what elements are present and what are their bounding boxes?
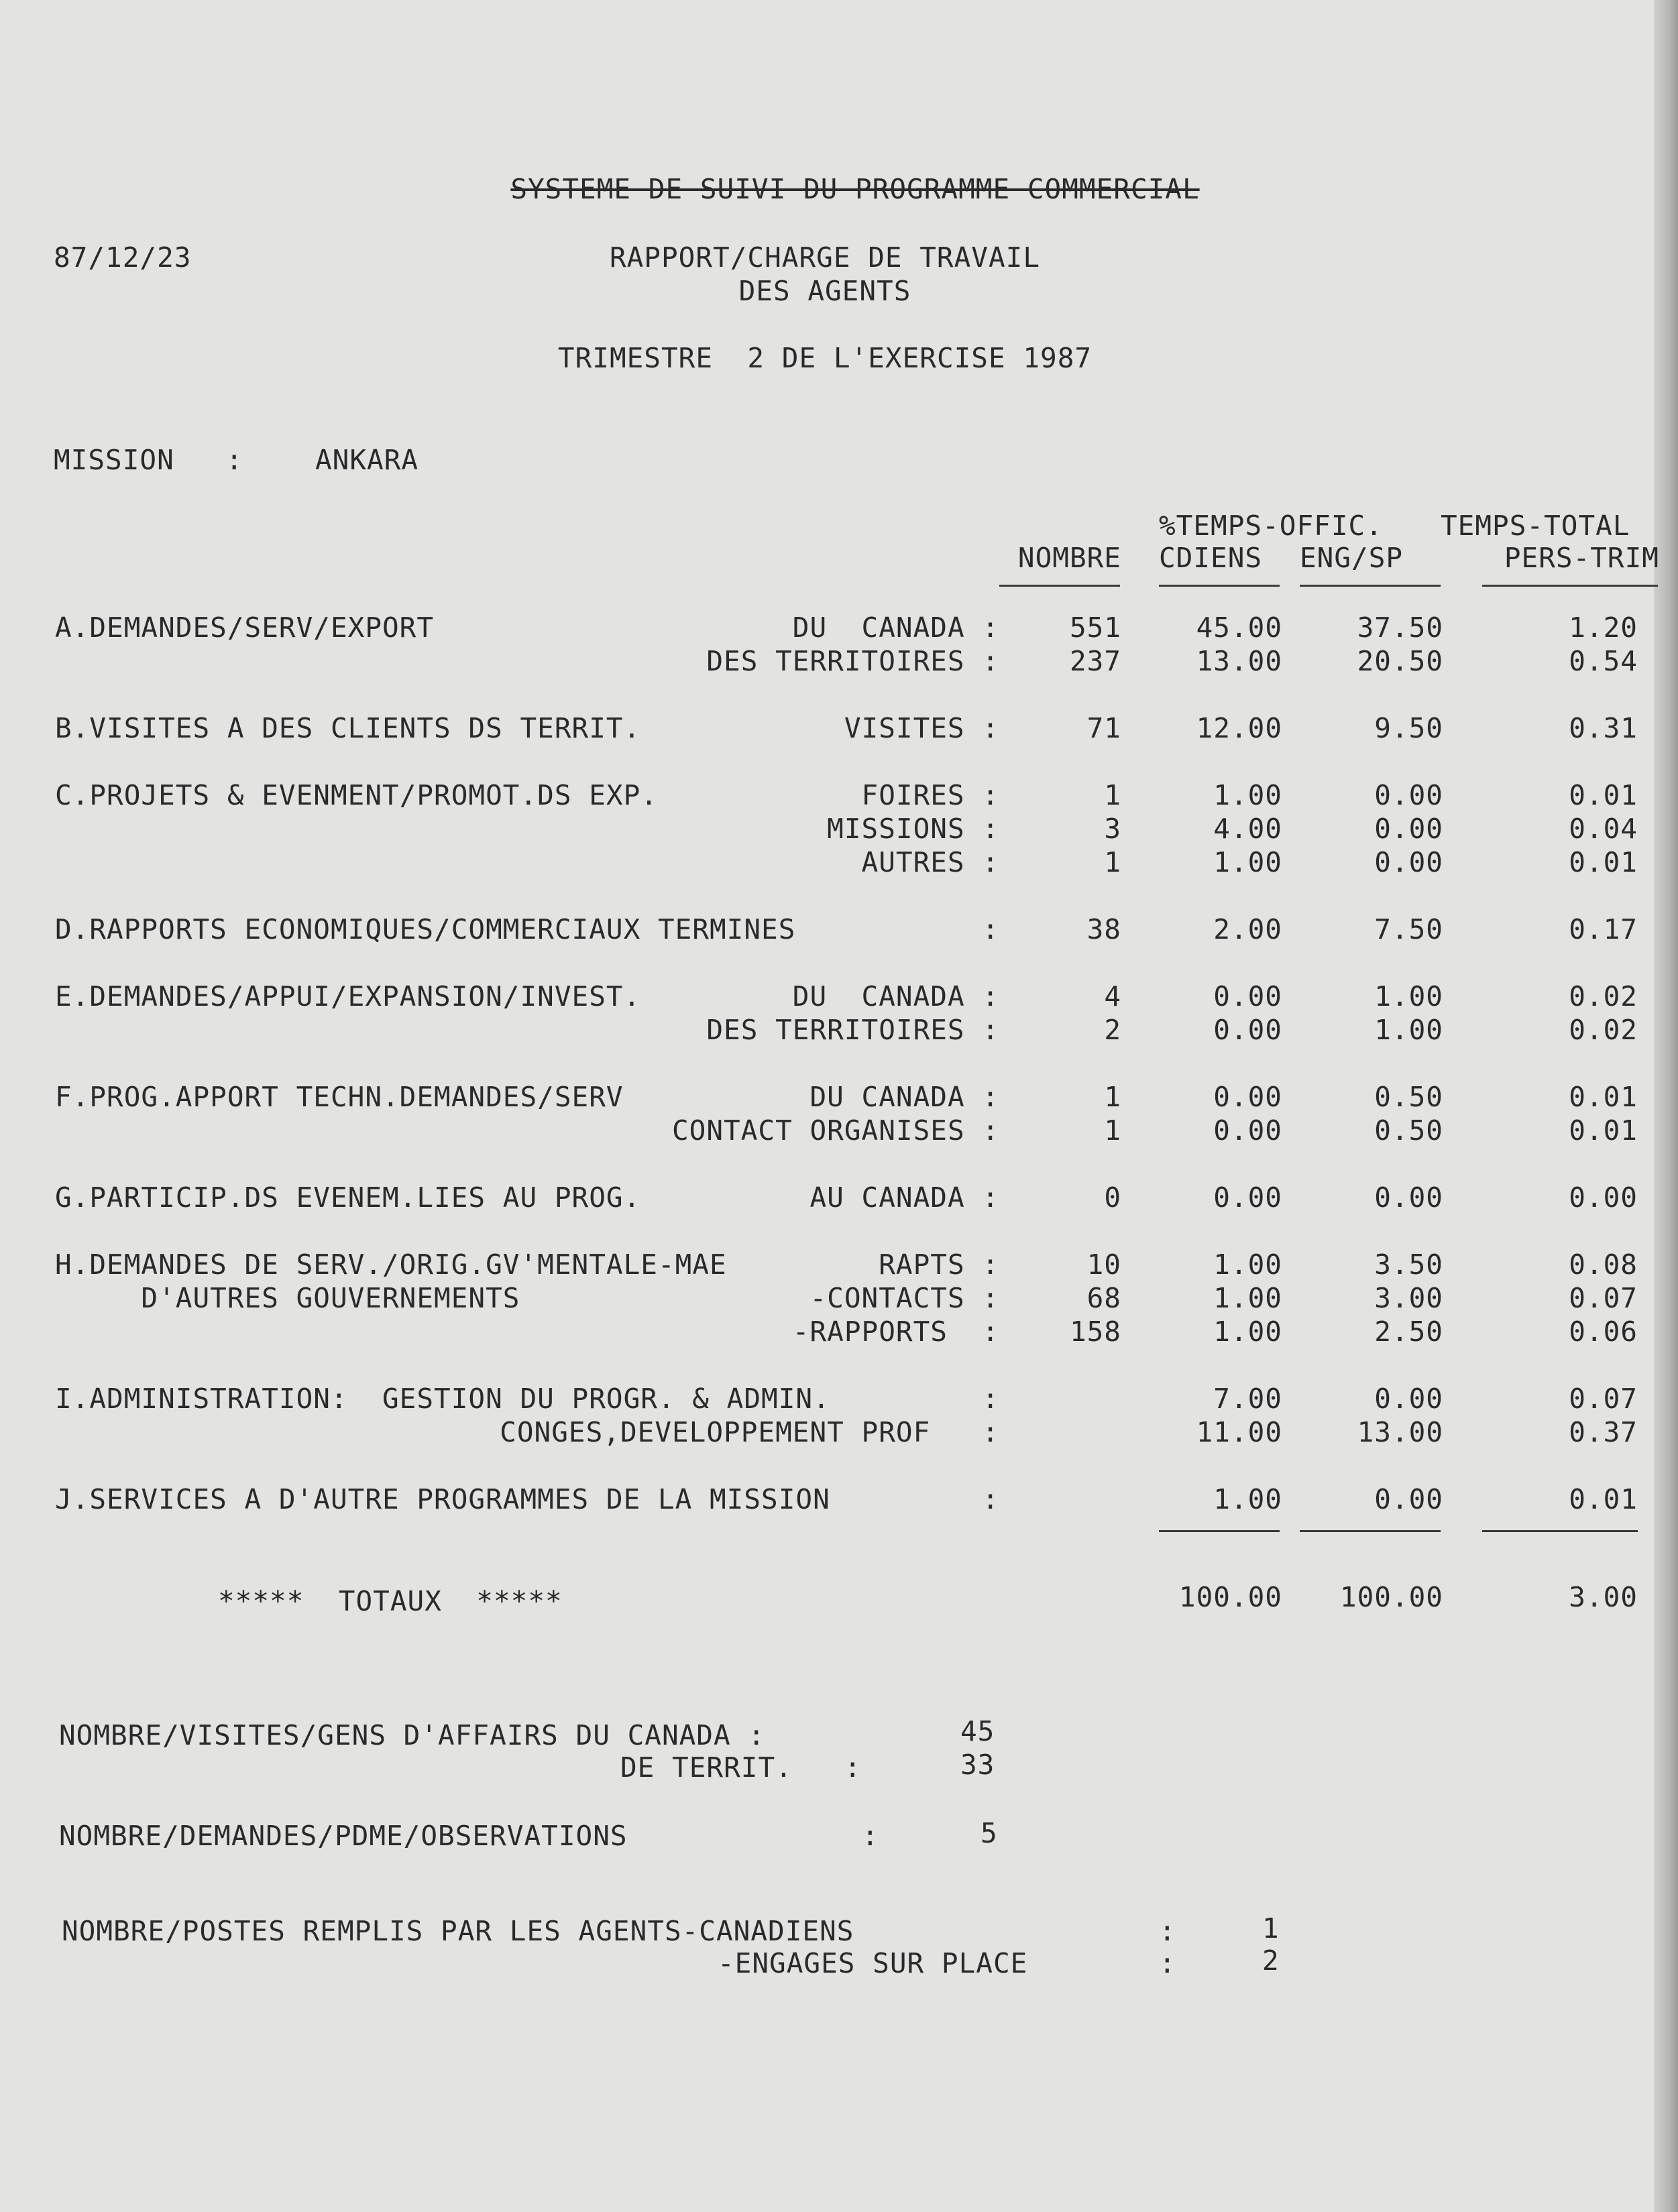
report-period: TRIMESTRE 2 DE L'EXERCISE 1987: [557, 342, 1093, 374]
row-pers-trim-value: 0.02: [1569, 1014, 1638, 1046]
row-engsp-value: 1.00: [1374, 980, 1443, 1012]
row-subcategory-label: VISITES :: [844, 712, 999, 744]
postes-canadiens-colon: :: [1159, 1915, 1176, 1947]
visits-territory-label: DE TERRIT. :: [620, 1751, 862, 1784]
row-engsp-value: 0.00: [1374, 1181, 1443, 1214]
row-nombre-value: 1: [1104, 1114, 1121, 1147]
total-rule-pers-trim: [1482, 1530, 1638, 1532]
header-rule-nombre: [999, 585, 1120, 587]
row-category-label: D.RAPPORTS ECONOMIQUES/COMMERCIAUX TERMINES: [55, 913, 796, 945]
row-category-label: J.SERVICES A D'AUTRE PROGRAMMES DE LA MISSION: [55, 1483, 830, 1515]
row-cdiens-value: 0.00: [1213, 1181, 1282, 1214]
visits-canada-label: NOMBRE/VISITES/GENS D'AFFAIRS DU CANADA :: [59, 1719, 766, 1751]
row-nombre-value: 1: [1104, 846, 1121, 878]
row-nombre-value: 1: [1104, 779, 1121, 811]
postes-canadiens-label: NOMBRE/POSTES REMPLIS PAR LES AGENTS-CANADIENS: [62, 1915, 854, 1947]
row-pers-trim-value: 0.17: [1569, 913, 1638, 945]
row-engsp-value: 0.00: [1374, 779, 1443, 811]
row-nombre-value: 0: [1104, 1181, 1121, 1214]
row-engsp-value: 7.50: [1374, 913, 1443, 945]
column-group-total-time: TEMPS-TOTAL: [1441, 510, 1630, 542]
report-title-line-1: RAPPORT/CHARGE DE TRAVAIL: [609, 241, 1041, 274]
row-cdiens-value: 0.00: [1213, 1014, 1282, 1046]
mission-label: MISSION :: [54, 444, 243, 476]
row-subcategory-label: DES TERRITOIRES :: [706, 1014, 999, 1046]
visits-territory-value: 33: [960, 1749, 995, 1781]
header-rule-pers-trim: [1482, 585, 1658, 587]
totals-pers-trim: 3.00: [1569, 1581, 1638, 1613]
row-category-label: E.DEMANDES/APPUI/EXPANSION/INVEST.: [55, 980, 641, 1012]
totals-engsp: 100.00: [1339, 1581, 1443, 1613]
header-rule-cdiens: [1159, 585, 1280, 587]
row-nombre-value: 3: [1104, 813, 1121, 845]
row-engsp-value: 9.50: [1374, 712, 1443, 744]
row-cdiens-value: 4.00: [1213, 813, 1282, 845]
row-category-label: H.DEMANDES DE SERV./ORIG.GV'MENTALE-MAE: [55, 1248, 727, 1281]
row-cdiens-value: 2.00: [1213, 913, 1282, 945]
row-engsp-value: 0.50: [1374, 1114, 1443, 1147]
row-engsp-value: 1.00: [1374, 1014, 1443, 1046]
row-cdiens-value: 0.00: [1213, 980, 1282, 1012]
row-subcategory-label: DU CANADA :: [809, 1081, 999, 1113]
row-cdiens-value: 1.00: [1213, 1248, 1282, 1281]
column-header-pers-trim: PERS-TRIM: [1504, 542, 1659, 574]
row-subcategory-label: DU CANADA :: [792, 612, 999, 644]
row-cdiens-value: 1.00: [1213, 779, 1282, 811]
row-subcategory-label: DU CANADA :: [792, 980, 999, 1012]
row-engsp-value: 37.50: [1357, 612, 1443, 644]
row-engsp-value: 13.00: [1357, 1416, 1443, 1448]
row-pers-trim-value: 1.20: [1569, 612, 1638, 644]
row-category-label: F.PROG.APPORT TECHN.DEMANDES/SERV: [55, 1081, 624, 1113]
row-engsp-value: 2.50: [1374, 1316, 1443, 1348]
row-engsp-value: 3.50: [1374, 1248, 1443, 1281]
row-cdiens-value: 0.00: [1213, 1114, 1282, 1147]
row-cdiens-value: 1.00: [1213, 1316, 1282, 1348]
postes-sur-place-colon: :: [1159, 1947, 1176, 1979]
postes-canadiens-value: 1: [1262, 1912, 1280, 1944]
row-subcategory-label: AUTRES :: [861, 846, 999, 878]
column-header-cdiens: CDIENS: [1159, 542, 1263, 574]
pdme-colon: :: [862, 1820, 879, 1852]
row-engsp-value: 0.00: [1374, 813, 1443, 845]
total-rule-engsp: [1300, 1530, 1441, 1532]
totals-cdiens: 100.00: [1178, 1581, 1282, 1613]
row-pers-trim-value: 0.02: [1569, 980, 1638, 1012]
mission-value: ANKARA: [315, 444, 419, 476]
row-cdiens-value: 45.00: [1196, 612, 1282, 644]
row-nombre-value: 237: [1069, 645, 1121, 677]
row-subcategory-label: :: [982, 1483, 999, 1515]
row-pers-trim-value: 0.04: [1569, 813, 1638, 845]
row-nombre-value: 71: [1086, 712, 1121, 744]
row-cdiens-value: 1.00: [1213, 1282, 1282, 1314]
header-rule-engsp: [1300, 585, 1441, 587]
row-subcategory-label: FOIRES :: [861, 779, 999, 811]
row-cdiens-value: 11.00: [1196, 1416, 1282, 1448]
row-pers-trim-value: 0.01: [1569, 779, 1638, 811]
row-pers-trim-value: 0.01: [1569, 846, 1638, 878]
pdme-value: 5: [981, 1817, 998, 1849]
row-category-label: C.PROJETS & EVENMENT/PROMOT.DS EXP.: [55, 779, 658, 811]
row-pers-trim-value: 0.08: [1569, 1248, 1638, 1281]
page-edge-shadow: [1654, 0, 1678, 2212]
row-subcategory-label: -CONTACTS :: [809, 1282, 999, 1314]
report-title-line-2: DES AGENTS: [738, 275, 911, 307]
row-category-label: G.PARTICIP.DS EVENEM.LIES AU PROG.: [55, 1181, 641, 1214]
row-pers-trim-value: 0.01: [1569, 1483, 1638, 1515]
row-engsp-value: 0.00: [1374, 1383, 1443, 1415]
pdme-label: NOMBRE/DEMANDES/PDME/OBSERVATIONS: [59, 1820, 628, 1852]
postes-sur-place-label: -ENGAGES SUR PLACE: [718, 1947, 1028, 1979]
row-cdiens-value: 7.00: [1213, 1383, 1282, 1415]
row-subcategory-label: -RAPPORTS :: [792, 1316, 999, 1348]
row-engsp-value: 0.50: [1374, 1081, 1443, 1113]
row-pers-trim-value: 0.31: [1569, 712, 1638, 744]
row-nombre-value: 2: [1104, 1014, 1121, 1046]
row-nombre-value: 551: [1069, 612, 1121, 644]
row-subcategory-label: DES TERRITOIRES :: [706, 645, 999, 677]
row-nombre-value: 1: [1104, 1081, 1121, 1113]
row-nombre-value: 10: [1086, 1248, 1121, 1281]
column-header-nombre: NOMBRE: [1017, 542, 1121, 574]
row-nombre-value: 4: [1104, 980, 1121, 1012]
totals-label: ***** TOTAUX *****: [218, 1585, 563, 1617]
row-cdiens-value: 12.00: [1196, 712, 1282, 744]
total-rule-cdiens: [1159, 1530, 1280, 1532]
row-pers-trim-value: 0.37: [1569, 1416, 1638, 1448]
report-date: 87/12/23: [54, 241, 192, 274]
row-nombre-value: 38: [1086, 913, 1121, 945]
row-category-label: A.DEMANDES/SERV/EXPORT: [55, 612, 435, 644]
row-subcategory-label: AU CANADA :: [809, 1181, 999, 1214]
row-engsp-value: 3.00: [1374, 1282, 1443, 1314]
row-engsp-value: 0.00: [1374, 1483, 1443, 1515]
row-subcategory-label: CONGES,DEVELOPPEMENT PROF :: [500, 1416, 999, 1448]
row-subcategory-label: RAPTS :: [879, 1248, 999, 1281]
row-pers-trim-value: 0.54: [1569, 645, 1638, 677]
row-cdiens-value: 13.00: [1196, 645, 1282, 677]
row-category-label: D'AUTRES GOUVERNEMENTS: [55, 1282, 520, 1314]
postes-sur-place-value: 2: [1262, 1944, 1280, 1977]
row-subcategory-label: MISSIONS :: [827, 813, 999, 845]
row-cdiens-value: 1.00: [1213, 846, 1282, 878]
row-pers-trim-value: 0.01: [1569, 1114, 1638, 1147]
row-subcategory-label: CONTACT ORGANISES :: [672, 1114, 999, 1147]
row-cdiens-value: 1.00: [1213, 1483, 1282, 1515]
row-category-label: I.ADMINISTRATION: GESTION DU PROGR. & ADMIN.: [55, 1383, 830, 1415]
row-category-label: B.VISITES A DES CLIENTS DS TERRIT.: [55, 712, 641, 744]
row-engsp-value: 20.50: [1357, 645, 1443, 677]
row-pers-trim-value: 0.07: [1569, 1282, 1638, 1314]
column-header-engsp: ENG/SP: [1300, 542, 1404, 574]
row-subcategory-label: :: [982, 913, 999, 945]
row-pers-trim-value: 0.01: [1569, 1081, 1638, 1113]
system-title: SYSTEME DE SUIVI DU PROGRAMME COMMERCIAL: [510, 173, 1200, 205]
row-nombre-value: 68: [1086, 1282, 1121, 1314]
row-engsp-value: 0.00: [1374, 846, 1443, 878]
row-pers-trim-value: 0.06: [1569, 1316, 1638, 1348]
row-nombre-value: 158: [1069, 1316, 1121, 1348]
row-pers-trim-value: 0.00: [1569, 1181, 1638, 1214]
row-subcategory-label: :: [982, 1383, 999, 1415]
row-cdiens-value: 0.00: [1213, 1081, 1282, 1113]
row-pers-trim-value: 0.07: [1569, 1383, 1638, 1415]
visits-canada-value: 45: [960, 1715, 995, 1747]
column-group-pct-time: %TEMPS-OFFIC.: [1159, 510, 1383, 542]
